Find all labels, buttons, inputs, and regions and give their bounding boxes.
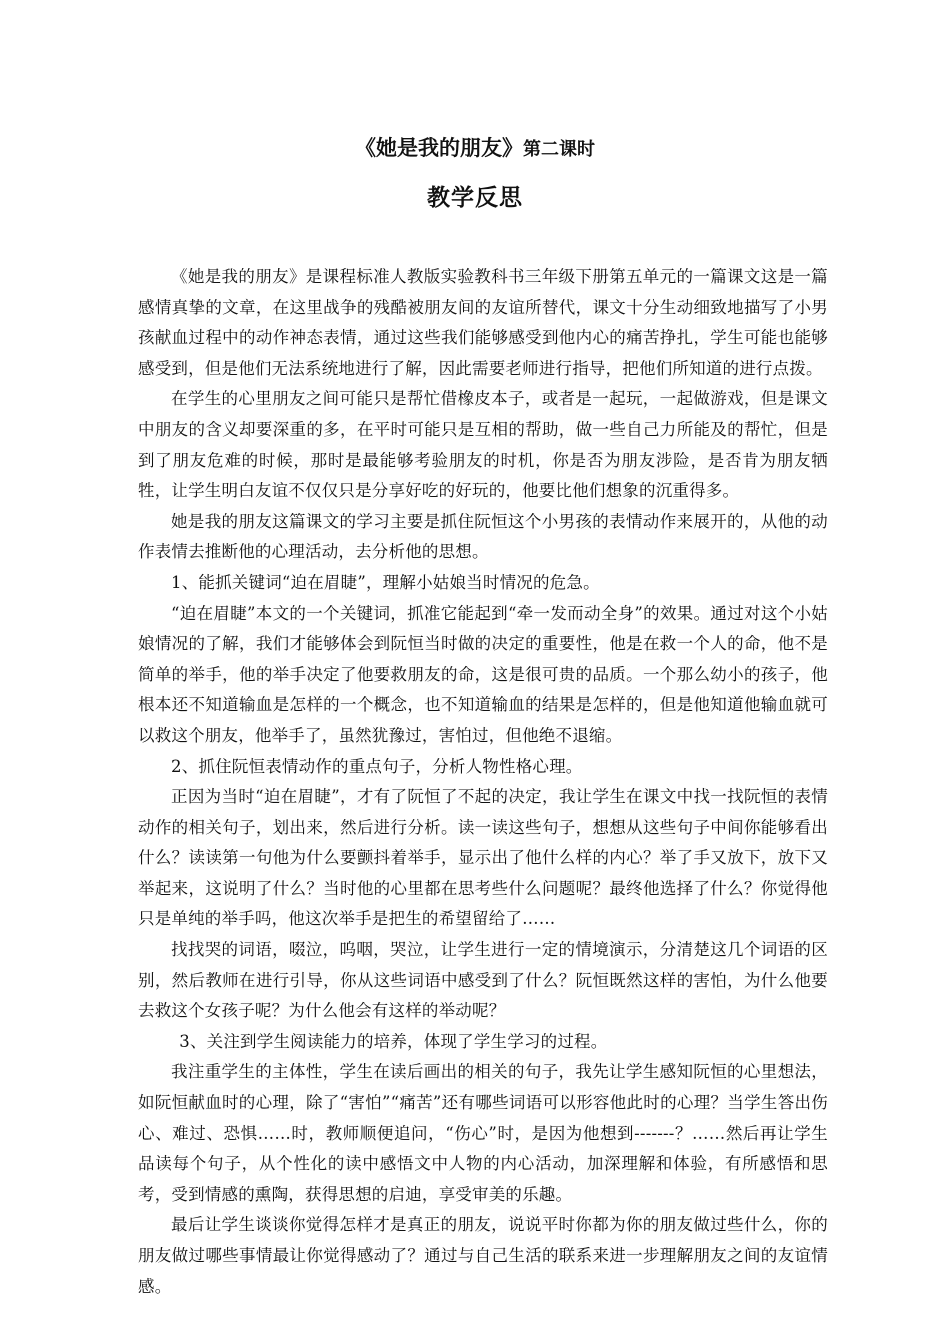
paragraph-focus: 她是我的朋友这篇课文的学习主要是抓住阮恒这个小男孩的表情动作来展开的，从他的动作表情去推断他的心理活动，去分析他的思想。 <box>138 511 828 562</box>
paragraph-friendship: 在学生的心里朋友之间可能只是帮忙借橡皮本子，或者是一起玩，一起做游戏，但是课文中朋友的含义却要深重的多，在平时可能只是互相的帮助，做一些自己力所能及的帮忙，但是到了朋友危难的时候，那时是最能够考验朋友的时机，你是否为朋友涉险，是否肯为朋友牺牲，让学生明白友谊不仅仅只是分享好吃的好玩的，他要比他们想象的沉重得多。 <box>138 389 828 501</box>
document-body <box>138 262 828 1302</box>
document-subtitle: 教学反思 <box>427 184 523 211</box>
section-heading-2: 2、抓住阮恒表情动作的重点句子，分析人物性格心理。 <box>171 756 583 776</box>
paragraph-point2-words: 找找哭的词语，啜泣，呜咽，哭泣，让学生进行一定的情境演示，分清楚这几个词语的区别，然后教师在进行引导，你从这些词语中感受到了什么？阮恒既然这样的害怕，为什么他要去救这个女孩子呢？为什么他会有这样的举动呢？ <box>138 940 828 1021</box>
document-title-main: 《她是我的朋友》 <box>355 135 523 160</box>
document-title <box>0 134 950 164</box>
paragraph-intro: 《她是我的朋友》是课程标准人教版实验教科书三年级下册第五单元的一篇课文这是一篇感情真挚的文章，在这里战争的残酷被朋友间的友谊所替代，课文十分生动细致地描写了小男孩献血过程中的动作神态表情，通过这些我们能够感受到他内心的痛苦挣扎，学生可能也能够感受到，但是他们无法系统地进行了解，因此需要老师进行指导，把他们所知道的进行点拨。 <box>138 267 828 378</box>
section-heading-3: 3、关注到学生阅读能力的培养，体现了学生学习的过程。 <box>179 1031 608 1051</box>
document-title-suffix: 第二课时 <box>523 139 595 160</box>
section-heading-1: 1、能抓关键词“迫在眉睫”，理解小姑娘当时情况的危急。 <box>171 572 600 592</box>
paragraph-closing: 最后让学生谈谈你觉得怎样才是真正的朋友，说说平时你都为你的朋友做过些什么，你的朋友做过哪些事情最让你觉得感动了？通过与自己生活的联系来进一步理解朋友之间的友谊情感。 <box>138 1215 828 1296</box>
paragraph-point3: 我注重学生的主体性，学生在读后画出的相关的句子，我先让学生感知阮恒的心里想法，如阮恒献血时的心理，除了“害怕”“痛苦”还有哪些词语可以形容他此时的心理？当学生答出伤心、难过、恐惧……时，教师顺便追问，“伤心”时，是因为他想到-------？……然后再让学生品读每个句子，从个性化的读中感悟文中人物的内心活动，加深理解和体验，有所感悟和思考，受到情感的熏陶，获得思想的启迪，享受审美的乐趣。 <box>138 1062 828 1204</box>
paragraph-point2: 正因为当时“迫在眉睫”，才有了阮恒了不起的决定，我让学生在课文中找一找阮恒的表情动作的相关句子，划出来，然后进行分析。读一读这些句子，想想从这些句子中间你能够看出什么？读读第一句他为什么要颤抖着举手，显示出了他什么样的内心？举了手又放下，放下又举起来，这说明了什么？当时他的心里都在思考些什么问题呢？最终他选择了什么？你觉得他只是单纯的举手吗，他这次举手是把生的希望留给了…… <box>138 787 828 929</box>
paragraph-point1: “迫在眉睫”本文的一个关键词，抓准它能起到“牵一发而动全身”的效果。通过对这个小姑娘情况的了解，我们才能够体会到阮恒当时做的决定的重要性，他是在救一个人的命，他不是简单的举手，他的举手决定了他要救朋友的命，这是很可贵的品质。一个那么幼小的孩子，他根本还不知道输血是怎样的一个概念，也不知道输血的结果是怎样的，但是他知道他输血就可以救这个朋友，他举手了，虽然犹豫过，害怕过，但他绝不退缩。 <box>138 603 828 745</box>
